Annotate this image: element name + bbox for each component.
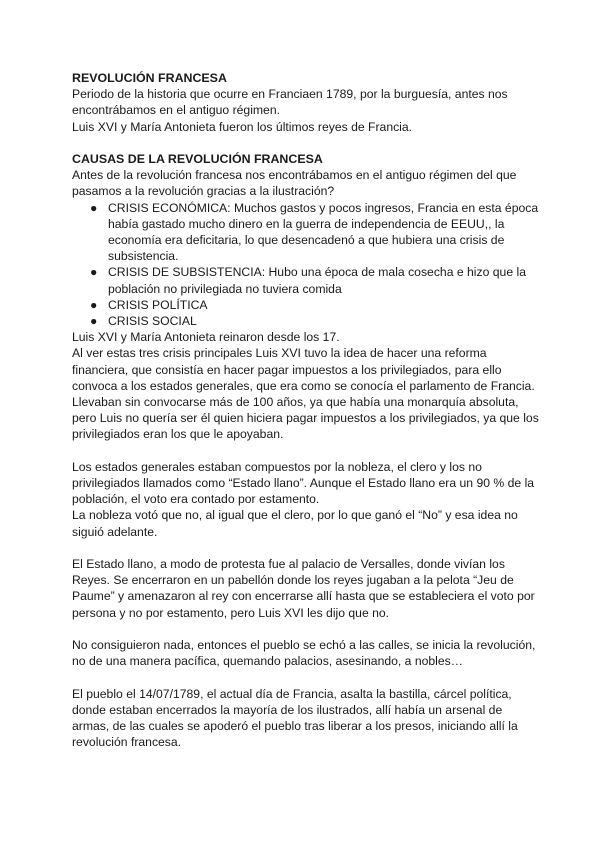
causes-intro-paragraph: Antes de la revolución francesa nos encontrábamos en el antiguo régimen del que pasamos a la revolución gracias a la ilustración? <box>72 168 517 199</box>
list-item-text: CRISIS SOCIAL <box>108 314 197 329</box>
intro-kings-paragraph: Luis XVI y María Antonieta fueron los últimos reyes de Francia. <box>72 119 413 134</box>
bullet-icon: ● <box>90 200 98 215</box>
list-item-crisis-subsistencia <box>72 264 540 296</box>
heading-causas: CAUSAS DE LA REVOLUCIÓN FRANCESA <box>72 152 323 166</box>
bastille-paragraph: El pueblo el 14/07/1789, el actual día de Francia, asalta la bastilla, cárcel política, donde estaban encerrados la mayoría de los ilustrados, allí había un arsenal de armas, de las cuales se apoderó el pueblo tras liberar a los presos, iniciando allí la revolución francesa. <box>72 686 518 750</box>
estates-paragraph: Los estados generales estaban compuestos por la nobleza, el clero y los no privilegiados llamados como “Estado llano”. Aunque el Estado llano era un 90 % de la población, el voto era contado por estamento. <box>72 459 535 507</box>
bullet-icon: ● <box>90 297 98 312</box>
list-item-text: CRISIS POLÍTICA <box>108 297 208 312</box>
list-item-crisis-economica <box>72 200 540 265</box>
list-item-text: CRISIS ECONÓMICA: Muchos gastos y pocos ingresos, Francia en esta época había gastado mucho dinero en la guerra de independencia de EEUU,, la economía era deficitaria, lo que desencadenó a que hubiera una crisis de subsistencia. <box>108 200 539 264</box>
reign-paragraph: Luis XVI y María Antonieta reinaron desde los 17. <box>72 330 340 345</box>
list-item-text: CRISIS DE SUBSISTENCIA: Hubo una época de mala cosecha e hizo que la población no privilegiada no tuviera comida <box>108 265 526 296</box>
bullet-icon: ● <box>90 265 98 280</box>
list-item-crisis-politica <box>72 297 540 313</box>
heading-revolucion-francesa: REVOLUCIÓN FRANCESA <box>72 71 227 85</box>
versailles-paragraph: El Estado llano, a modo de protesta fue al palacio de Versalles, donde vivían los Reyes. Se encerraron en un pabellón donde los reyes jugaban a la pelota “Jeu de Paume” y amenazaron al rey con encerrarse allí hasta que se estableciera el voto por persona y no por estamento, pero Luis XVI les dijo que no. <box>72 557 535 620</box>
list-item-crisis-social <box>72 313 540 329</box>
intro-paragraph: Periodo de la historia que ocurre en Franciaen 1789, por la burguesía, antes nos encontrábamos en el antiguo régimen. <box>72 87 508 118</box>
crises-list <box>72 200 540 330</box>
reform-paragraph: Al ver estas tres crisis principales Luis XVI tuvo la idea de hacer una reforma financiera, que consistía en hacer pagar impuestos a los privilegiados, para ello convoca a los estados generales, que era como se conocía el parlamento de Francia. Llevaban sin convocarse más de 100 años, ya que había una monarquía absoluta, pero Luis no quería ser él quien hiciera pagar impuestos a los privilegiados, ya que los privilegiados eran los que le apoyaban. <box>72 346 539 442</box>
streets-paragraph: No consiguieron nada, entonces el pueblo se echó a las calles, se inicia la revolución, no de una manera pacífica, quemando palacios, asesinando, a nobles… <box>72 638 536 669</box>
vote-paragraph: La nobleza votó que no, al igual que el clero, por lo que ganó el “No” y esa idea no siguió adelante. <box>72 508 518 539</box>
bullet-icon: ● <box>90 314 98 329</box>
